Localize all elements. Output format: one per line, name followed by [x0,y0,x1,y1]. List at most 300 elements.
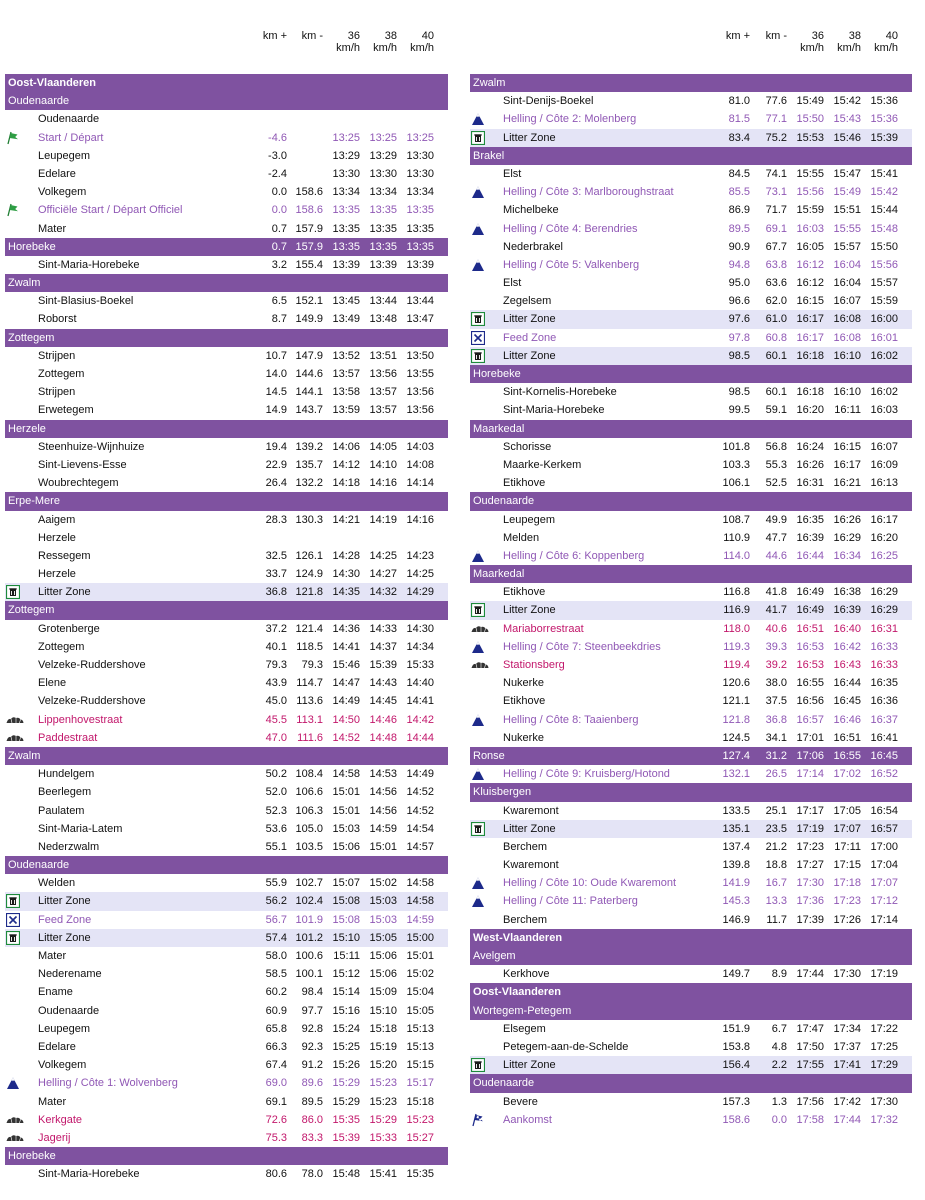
km-done-cell: 14.0 [265,368,287,380]
km-done-cell: 72.6 [265,1113,287,1126]
time-38-cell: 15:55 [833,222,861,235]
litter-zone-row [470,347,912,365]
km-remaining-cell: 60.1 [765,386,787,399]
km-done-cell: 151.9 [722,1022,750,1035]
time-40-cell: 17:07 [870,877,898,890]
km-remaining-cell: 121.4 [295,622,323,635]
cobblestone-icon [471,622,485,636]
litter-bin-icon [471,1058,485,1072]
km-plus-header: km + [262,30,287,42]
time-40-cell: 16:33 [870,659,898,671]
location-name: Nukerke [503,731,544,744]
time-40-cell: 16:31 [870,622,898,635]
km-done-cell: 116.9 [723,604,750,617]
time-36-cell: 15:14 [332,986,360,999]
km-remaining-cell: 158.6 [295,186,323,199]
km-remaining-cell: 73.1 [765,186,787,199]
time-40-cell: 14:52 [406,786,434,799]
time-40-cell: 15:05 [406,1004,434,1017]
km-done-cell: 81.0 [728,95,750,108]
km-remaining-cell: 36.8 [765,713,787,726]
km-done-cell: 58.0 [265,950,287,962]
place-row [5,310,448,328]
location-name: Aankomst [503,1113,552,1126]
time-40-cell: 14:44 [406,731,434,744]
km-remaining-cell: 13.3 [765,895,787,908]
place-row [470,692,912,710]
time-40-cell: 17:04 [870,859,898,872]
location-name: Helling / Côte 7: Steenbeekdries [503,640,661,653]
place-row [5,220,448,238]
time-38-cell: 16:10 [833,386,861,399]
mountain-icon [471,549,485,563]
time-38-cell: 17:41 [833,1059,861,1072]
km-done-cell: 85.5 [728,186,750,199]
km-done-cell: 83.4 [728,131,750,144]
municipality-header [5,747,448,765]
km-done-cell: 0.0 [271,204,287,217]
time-36-cell: 17:58 [796,1113,824,1126]
location-name: Velzeke-Ruddershove [38,695,146,708]
mountain-icon [471,185,485,199]
km-done-cell: 43.9 [265,677,287,690]
time-38-cell: 17:23 [833,895,861,908]
litter-bin-icon [471,312,485,326]
time-40-cell: 13:47 [406,313,434,326]
km-done-cell: 55.1 [265,840,287,853]
km-done-cell: 119.3 [723,640,750,653]
km-done-cell: 14.9 [265,404,287,417]
litter-zone-row [5,892,448,910]
km-done-cell: 53.6 [265,822,287,835]
km-done-cell: -3.0 [268,149,287,162]
location-name: Herzele [38,531,76,544]
km-remaining-cell: 40.6 [765,622,787,635]
location-name: Kerkhove [503,968,550,981]
time-40-cell: 16:25 [870,549,898,562]
municipality-header [5,601,448,619]
location-name: Feed Zone [503,331,557,344]
time-38-cell: 15:23 [369,1095,397,1108]
time-36-cell: 14:58 [332,768,360,781]
km-done-cell: 56.7 [265,913,287,926]
km-remaining-cell: 86.0 [301,1113,323,1126]
cobblestone-icon [6,731,20,745]
time-36-cell: 17:39 [796,913,824,926]
mountain-icon [471,894,485,908]
place-row [5,565,448,583]
km-done-cell: 95.0 [728,277,750,290]
location-name: Oudenaarde [473,495,535,508]
km-remaining-cell: 97.7 [301,1004,323,1017]
place-row [470,274,912,292]
km-remaining-cell: 89.5 [301,1095,323,1108]
km-done-cell: 45.5 [265,713,287,726]
climb-row [470,110,912,128]
time-38-cell: 14:33 [369,622,397,635]
location-name: Ename [38,986,73,999]
time-36-cell: 13:39 [332,258,360,271]
location-name: Maarkedal [473,568,525,581]
km-done-cell: 137.4 [722,840,750,853]
start-finish-row [5,129,448,147]
time-38-cell: 17:11 [834,840,861,853]
municipality-header [470,74,912,92]
km-done-cell: 8.7 [271,313,287,326]
time-36-cell: 16:49 [796,586,824,599]
left-column [5,28,448,1183]
time-40-cell: 17:14 [870,913,898,926]
time-40-cell: 15:01 [406,950,434,962]
place-row [5,292,448,310]
location-name: Kwaremont [503,804,559,817]
time-36-cell: 16:39 [796,531,824,544]
place-row [5,401,448,419]
time-36-cell: 15:01 [332,786,360,799]
location-name: Horebeke [473,368,521,380]
time-38-cell: 17:07 [833,822,861,835]
km-done-cell: 90.9 [728,240,750,253]
speed-36-header: 36 km/h [336,30,360,54]
location-name: Helling / Côte 10: Oude Kwaremont [503,877,677,890]
location-name: Herzele [8,422,46,435]
place-row [470,1093,912,1111]
km-done-cell: 139.8 [722,859,750,872]
location-name: Volkegem [38,1059,87,1072]
speed-40-header: 40 km/h [410,30,434,54]
km-remaining-cell: 31.2 [765,749,787,762]
time-36-cell: 14:52 [332,731,360,744]
location-name: Maarkedal [473,422,525,435]
time-36-cell: 15:29 [332,1077,360,1090]
municipality-header [5,238,448,256]
time-40-cell: 14:49 [406,768,434,781]
time-40-cell: 15:02 [406,968,434,981]
feed-zone-icon [471,331,485,345]
municipality-header [5,1147,448,1165]
time-40-cell: 15:23 [406,1113,434,1126]
km-done-cell: 67.4 [265,1059,287,1072]
mountain-icon [471,876,485,890]
km-remaining-cell: 157.9 [295,240,323,253]
municipality-header [470,420,912,438]
time-40-cell: 14:34 [406,640,434,653]
km-remaining-cell: 132.2 [295,477,323,490]
time-36-cell: 17:14 [796,768,824,781]
time-40-cell: 14:41 [406,695,434,708]
time-40-cell: 15:36 [870,95,898,108]
time-38-cell: 16:39 [833,604,861,617]
mountain-icon [471,713,485,727]
litter-zone-row [470,601,912,619]
time-36-cell: 14:36 [332,622,360,635]
time-36-cell: 17:56 [796,1095,824,1108]
time-40-cell: 16:33 [870,640,898,653]
time-38-cell: 14:48 [369,731,397,744]
time-40-cell: 16:54 [870,804,898,817]
km-remaining-cell: 23.5 [765,822,787,835]
time-38-cell: 15:18 [369,1022,397,1035]
km-remaining-cell: 52.5 [765,477,787,490]
time-36-cell: 16:20 [796,404,824,417]
time-40-cell: 17:25 [870,1040,898,1053]
time-38-cell: 14:59 [369,822,397,835]
km-remaining-cell: 25.1 [765,804,787,817]
time-36-cell: 14:12 [332,458,360,471]
km-remaining-cell: 74.1 [765,167,787,180]
time-36-cell: 17:06 [796,749,824,762]
time-40-cell: 15:27 [406,1131,434,1144]
km-remaining-cell: 59.1 [765,404,787,417]
time-40-cell: 16:03 [870,404,898,417]
municipality-header [5,856,448,874]
time-38-cell: 14:43 [369,677,397,690]
municipality-header [470,783,912,801]
time-36-cell: 17:01 [796,731,824,744]
time-40-cell: 15:18 [406,1095,434,1108]
time-40-cell: 15:00 [406,931,434,944]
location-name: Zegelsem [503,295,552,308]
cobblestone-icon [6,1113,20,1127]
location-name: Nederbrakel [503,240,563,253]
time-36-cell: 15:49 [796,95,824,108]
km-remaining-cell: 39.3 [765,640,787,653]
location-name: Grotenberge [38,622,100,635]
km-done-cell: 116.8 [723,586,750,599]
location-name: Leupegem [38,149,90,162]
time-36-cell: 15:53 [796,131,824,144]
time-40-cell: 17:32 [870,1113,898,1126]
km-done-cell: 60.9 [265,1004,287,1017]
place-row [470,238,912,256]
time-38-cell: 17:37 [833,1040,861,1053]
time-38-cell: 16:17 [833,458,861,471]
time-40-cell: 16:45 [870,749,898,762]
place-row [470,529,912,547]
km-remaining-cell: 108.4 [295,768,323,781]
speed-38-header: 38 km/h [373,30,397,54]
feed-zone-row [5,911,448,929]
location-name: Zwalm [8,749,41,762]
km-remaining-cell: 89.6 [301,1077,323,1090]
km-remaining-cell: 62.0 [765,295,787,308]
km-done-cell: 10.7 [265,349,287,362]
time-40-cell: 14:29 [406,586,434,599]
time-40-cell: 15:44 [870,204,898,217]
location-name: Zottegem [8,604,55,617]
climb-row [470,765,912,783]
location-name: Paulatem [38,804,85,817]
time-38-cell: 16:55 [833,749,861,762]
km-done-cell: 47.0 [265,731,287,744]
location-name: Zottegem [38,368,85,380]
km-remaining-cell: 37.5 [765,695,787,708]
place-row [5,511,448,529]
location-name: Sint-Denijs-Boekel [503,95,594,108]
location-name: Sint-Kornelis-Horebeke [503,386,617,399]
place-row [470,856,912,874]
km-done-cell: 121.1 [722,695,750,708]
km-done-cell: 14.5 [265,386,287,399]
mountain-icon [6,1076,20,1090]
location-name: Brakel [473,149,505,162]
time-36-cell: 16:05 [796,240,824,253]
time-36-cell: 13:49 [332,313,360,326]
km-done-cell: -4.6 [268,131,287,144]
location-name: Leupegem [503,513,555,526]
time-36-cell: 15:55 [796,167,824,180]
location-name: Sint-Maria-Horebeke [38,1168,140,1181]
time-40-cell: 16:29 [870,604,898,617]
location-name: Litter Zone [38,586,91,599]
time-40-cell: 16:00 [870,313,898,326]
location-name: Sint-Blasius-Boekel [38,295,134,308]
time-38-cell: 16:04 [833,258,861,271]
time-40-cell: 15:42 [870,186,898,199]
km-done-cell: 69.0 [265,1077,287,1090]
time-36-cell: 16:18 [796,386,824,399]
time-36-cell: 16:26 [796,458,824,471]
time-38-cell: 13:35 [369,222,397,235]
time-40-cell: 16:29 [870,586,898,599]
km-remaining-cell: 60.8 [765,331,787,344]
place-row [5,692,448,710]
time-40-cell: 16:41 [870,731,898,744]
time-38-cell: 16:21 [833,477,861,490]
time-38-cell: 15:09 [369,986,397,999]
flag-icon [6,203,20,217]
km-done-cell: 3.2 [271,258,287,271]
km-done-cell: 118.0 [723,622,750,635]
place-row [5,1165,448,1183]
time-38-cell: 13:44 [369,295,397,308]
time-40-cell: 15:56 [870,258,898,271]
time-36-cell: 14:35 [332,586,360,599]
time-36-cell: 15:10 [332,931,360,944]
location-name: Sint-Maria-Horebeke [503,404,605,417]
time-40-cell: 15:36 [870,113,898,126]
location-name: Oost-Vlaanderen [473,986,562,999]
time-36-cell: 14:28 [332,549,360,562]
km-remaining-cell: 26.5 [765,768,787,781]
time-36-cell: 16:35 [796,513,824,526]
time-38-cell: 16:15 [833,440,861,453]
time-40-cell: 14:40 [406,677,434,690]
location-name: Litter Zone [503,1059,556,1072]
location-name: Herzele [38,568,76,581]
time-36-cell: 14:18 [332,477,360,490]
location-name: Helling / Côte 8: Taaienberg [503,713,639,726]
column-header [470,28,912,74]
municipality-header [5,420,448,438]
km-done-cell: 156.4 [722,1059,750,1072]
time-36-cell: 13:35 [332,222,360,235]
km-remaining-cell: 61.0 [765,313,787,326]
km-remaining-cell: 91.2 [301,1059,323,1072]
km-done-cell: 55.9 [265,877,287,890]
location-name: Stationsberg [503,659,565,671]
time-40-cell: 15:59 [870,295,898,308]
time-40-cell: 16:20 [870,531,898,544]
km-done-cell: 69.1 [265,1095,287,1108]
column-header [5,28,448,74]
km-remaining-cell: 114.7 [296,677,323,690]
location-name: Strijpen [38,349,76,362]
place-row [5,256,448,274]
time-38-cell: 15:33 [369,1131,397,1144]
location-name: Helling / Côte 6: Koppenberg [503,549,645,562]
municipality-header [5,92,448,110]
km-done-cell: 89.5 [728,222,750,235]
place-row [5,347,448,365]
place-row [5,874,448,892]
km-done-cell: 19.4 [265,440,287,453]
km-remaining-cell: 144.6 [295,368,323,380]
km-remaining-cell: 135.7 [295,458,323,471]
place-row [470,911,912,929]
km-remaining-cell: 38.0 [765,677,787,690]
time-38-cell: 15:06 [369,950,397,962]
km-done-cell: 101.8 [722,440,750,453]
time-40-cell: 13:56 [406,386,434,399]
litter-bin-icon [471,131,485,145]
time-36-cell: 13:58 [332,386,360,399]
climb-row [470,711,912,729]
place-row [5,1093,448,1111]
location-name: Welden [38,877,76,890]
km-remaining-cell: 11.7 [766,913,787,926]
km-remaining-cell: 102.7 [295,877,323,890]
litter-bin-icon [471,822,485,836]
location-name: Sint-Maria-Latem [38,822,123,835]
time-40-cell: 13:25 [406,131,434,144]
location-name: Sint-Maria-Horebeke [38,258,140,271]
time-38-cell: 15:01 [369,840,397,853]
time-36-cell: 16:53 [796,640,824,653]
location-name: Edelare [38,167,76,180]
time-40-cell: 14:14 [406,477,434,490]
time-40-cell: 15:35 [406,1168,434,1181]
time-38-cell: 16:51 [833,731,861,744]
time-40-cell: 15:57 [870,277,898,290]
km-remaining-cell: 100.6 [295,950,323,962]
location-name: Oudenaarde [38,1004,100,1017]
place-row [470,802,912,820]
cobblestone-icon [6,1131,20,1145]
km-done-cell: 65.8 [265,1022,287,1035]
km-done-cell: 98.5 [728,349,750,362]
time-36-cell: 15:16 [332,1004,360,1017]
time-40-cell: 16:57 [870,822,898,835]
time-40-cell: 15:13 [406,1040,434,1053]
time-36-cell: 15:26 [332,1059,360,1072]
start-finish-row [5,201,448,219]
time-40-cell: 16:13 [870,477,898,490]
km-done-cell: 0.7 [271,240,287,253]
km-done-cell: 84.5 [728,167,750,180]
time-40-cell: 13:56 [406,404,434,417]
climb-row [470,256,912,274]
speed-40-header: 40 km/h [874,30,898,54]
place-row [470,1020,912,1038]
cobble-sector-row [5,1129,448,1147]
location-name: Helling / Côte 9: Kruisberg/Hotond [503,768,670,781]
time-40-cell: 16:02 [870,349,898,362]
place-row [5,783,448,801]
location-name: Elst [503,277,522,290]
km-done-cell: 127.4 [722,749,750,762]
municipality-header [470,565,912,583]
